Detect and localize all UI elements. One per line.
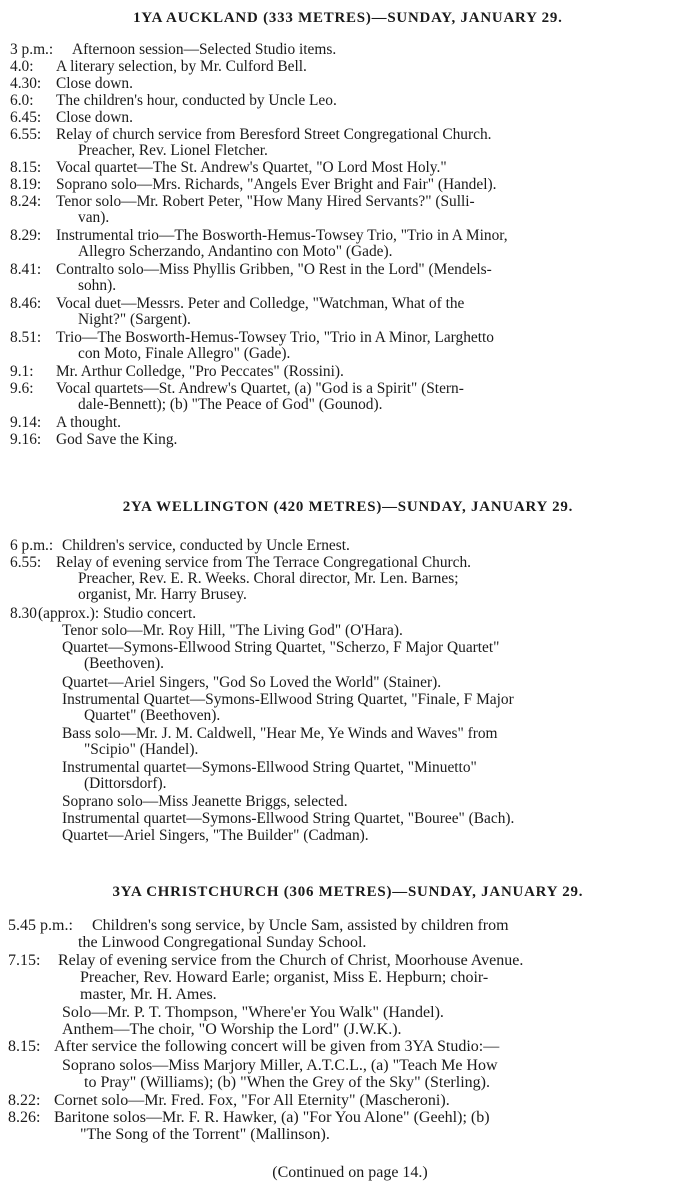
concert-item: (Beethoven). [84, 655, 164, 672]
entry-text: God Save the King. [56, 431, 178, 448]
entry-text: Soprano solo—Mrs. Richards, "Angels Ever Bright and Fair" (Handel). [56, 176, 497, 193]
entry-text: Close down. [56, 109, 133, 126]
entry-text: A thought. [56, 414, 121, 431]
entry-text: Children's service, conducted by Uncle Ernest. [62, 537, 350, 554]
entry-text: Night?" (Sargent). [78, 311, 191, 328]
entry-time: 8.46: [10, 295, 42, 312]
entry-time: 8.30 [10, 605, 37, 622]
entry-text: Afternoon session—Selected Studio items. [72, 41, 337, 58]
entry-text: Trio—The Bosworth-Hemus-Towsey Trio, "Trio in A Minor, Larghetto [56, 329, 494, 346]
entry-time: 8.15: [8, 1038, 41, 1055]
entry-text: con Moto, Finale Allegro" (Gade). [78, 345, 291, 362]
entry-text: van). [78, 209, 110, 226]
entry-text: Instrumental trio—The Bosworth-Hemus-Towsey Trio, "Trio in A Minor, [56, 227, 508, 244]
entry-text: Vocal quartet—The St. Andrew's Quartet, "O Lord Most Holy." [56, 159, 447, 176]
entry-text: (approx.): Studio concert. [38, 605, 197, 622]
entry-text: master, Mr. H. Ames. [80, 986, 217, 1003]
entry-text: Preacher, Rev. Lionel Fletcher. [78, 142, 268, 159]
entry-time: 8.26: [8, 1109, 41, 1126]
entry-text: Close down. [56, 75, 133, 92]
section-heading-2ya: 2YA WELLINGTON (420 METRES)—SUNDAY, JANUARY 29. [122, 499, 574, 515]
concert-item: Tenor solo—Mr. Roy Hill, "The Living God" (O'Hara). [62, 622, 403, 639]
entry-text: Contralto solo—Miss Phyllis Gribben, "O Rest in the Lord" (Mendels- [56, 261, 492, 278]
entry-text: Soprano solos—Miss Marjory Miller, A.T.C.L., (a) "Teach Me How [62, 1057, 498, 1074]
concert-item: Quartet—Ariel Singers, "The Builder" (Cadman). [62, 827, 369, 844]
concert-item: Instrumental Quartet—Symons-Ellwood String Quartet, "Finale, F Major [62, 691, 514, 708]
entry-time: 8.51: [10, 329, 42, 346]
entry-time: 6.45: [10, 109, 42, 126]
entry-text: dale-Bennett); (b) "The Peace of God" (Gounod). [78, 396, 383, 413]
entry-time: 8.19: [10, 176, 42, 193]
entry-time: 4.0: [10, 58, 34, 75]
entry-time: 8.22: [8, 1092, 41, 1109]
entry-time: 9.14: [10, 414, 42, 431]
entry-text: to Pray" (Williams); (b) "When the Grey of the Sky" (Sterling). [84, 1074, 490, 1091]
concert-item: Quartet" (Beethoven). [84, 707, 221, 724]
section-heading-1ya: 1YA AUCKLAND (333 METRES)—SUNDAY, JANUARY 29. [133, 10, 563, 26]
concert-item: Instrumental quartet—Symons-Ellwood String Quartet, "Bouree" (Bach). [62, 810, 515, 827]
continued-note: (Continued on page 14.) [272, 1164, 428, 1181]
entry-text: Relay of evening service from the Church of Christ, Moorhouse Avenue. [58, 952, 524, 969]
entry-text: Preacher, Rev. E. R. Weeks. Choral director, Mr. Len. Barnes; [78, 570, 459, 587]
entry-text: After service the following concert will be given from 3YA Studio:— [54, 1038, 500, 1055]
entry-time: 6.55: [10, 126, 42, 143]
entry-text: Tenor solo—Mr. Robert Peter, "How Many Hired Servants?" (Sulli- [56, 193, 475, 210]
entry-text: The children's hour, conducted by Uncle Leo. [56, 92, 337, 109]
entry-text: Mr. Arthur Colledge, "Pro Peccates" (Rossini). [56, 363, 344, 380]
entry-time: 8.15: [10, 159, 42, 176]
entry-time: 8.29: [10, 227, 42, 244]
entry-time: 3 p.m.: [10, 41, 54, 58]
entry-text: Allegro Scherzando, Andantino con Moto" (Gade). [78, 243, 393, 260]
entry-text: the Linwood Congregational Sunday School. [78, 934, 367, 951]
entry-text: Children's song service, by Uncle Sam, assisted by children from [92, 917, 509, 934]
entry-text: A literary selection, by Mr. Culford Bell. [56, 58, 307, 75]
entry-time: 8.24: [10, 193, 42, 210]
entry-text: sohn). [78, 277, 117, 294]
entry-time: 6.55: [10, 554, 42, 571]
concert-item: (Dittorsdorf). [84, 775, 167, 792]
concert-item: Soprano solo—Miss Jeanette Briggs, selected. [62, 793, 348, 810]
concert-item: Quartet—Ariel Singers, "God So Loved the World" (Stainer). [62, 674, 442, 691]
concert-item: Quartet—Symons-Ellwood String Quartet, "Scherzo, F Major Quartet" [62, 639, 500, 656]
entry-text: Preacher, Rev. Howard Earle; organist, Miss E. Hepburn; choir- [80, 969, 489, 986]
entry-text: Relay of church service from Beresford Street Congregational Church. [56, 126, 492, 143]
service-item: Anthem—The choir, "O Worship the Lord" (J.W.K.). [62, 1021, 402, 1038]
entry-text: Relay of evening service from The Terrace Congregational Church. [56, 554, 472, 571]
entry-time: 6.0: [10, 92, 34, 109]
entry-text: organist, Mr. Harry Brusey. [78, 586, 247, 603]
concert-item: Bass solo—Mr. J. M. Caldwell, "Hear Me, Ye Winds and Waves" from [62, 725, 498, 742]
entry-time: 9.16: [10, 431, 42, 448]
service-item: Solo—Mr. P. T. Thompson, "Where'er You Walk" (Handel). [62, 1004, 444, 1021]
entry-time: 9.1: [10, 363, 34, 380]
entry-time: 8.41: [10, 261, 42, 278]
entry-time: 5.45 p.m.: [8, 917, 73, 934]
entry-time: 7.15: [8, 952, 41, 969]
entry-time: 6 p.m.: [10, 537, 54, 554]
entry-time: 4.30: [10, 75, 42, 92]
section-heading-3ya: 3YA CHRISTCHURCH (306 METRES)—SUNDAY, JANUARY 29. [112, 884, 584, 900]
entry-text: "The Song of the Torrent" (Mallinson). [80, 1126, 330, 1143]
entry-text: Vocal duet—Messrs. Peter and Colledge, "Watchman, What of the [56, 295, 465, 312]
entry-text: Vocal quartets—St. Andrew's Quartet, (a) "God is a Spirit" (Stern- [56, 380, 464, 397]
entry-text: Cornet solo—Mr. Fred. Fox, "For All Eternity" (Mascheroni). [54, 1092, 450, 1109]
concert-item: Instrumental quartet—Symons-Ellwood String Quartet, "Minuetto" [62, 759, 477, 776]
entry-text: Baritone solos—Mr. F. R. Hawker, (a) "For You Alone" (Geehl); (b) [54, 1109, 490, 1126]
concert-item: "Scipio" (Handel). [84, 741, 199, 758]
entry-time: 9.6: [10, 380, 34, 397]
